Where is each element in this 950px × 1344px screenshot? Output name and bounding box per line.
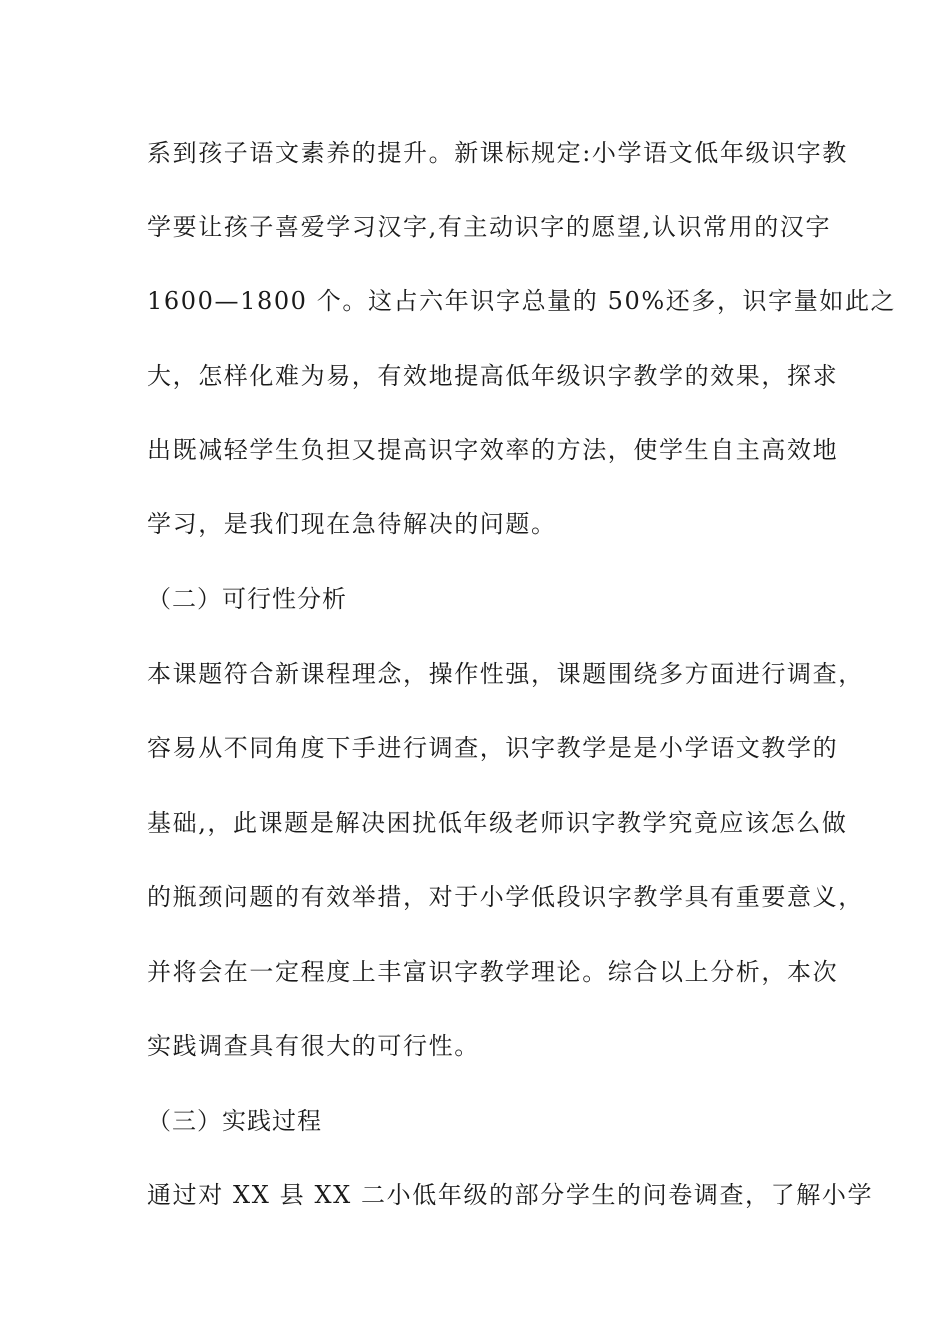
paragraph-line: 本课题符合新课程理念，操作性强，课题围绕多方面进行调查， — [147, 660, 864, 688]
section-heading-practice: （三）实践过程 — [147, 1107, 322, 1135]
paragraph-line: 的瓶颈问题的有效举措，对于小学低段识字教学具有重要意义， — [147, 883, 864, 911]
paragraph-line: 容易从不同角度下手进行调查，识字教学是是小学语文教学的 — [147, 734, 839, 762]
paragraph-line: 1600—1800 个。这占六年识字总量的 50%还多，识字量如此之 — [147, 287, 897, 315]
paragraph-line: 实践调查具有很大的可行性。 — [147, 1032, 480, 1060]
paragraph-line: 学习，是我们现在急待解决的问题。 — [147, 510, 557, 538]
paragraph-line: 通过对 XX 县 XX 二小低年级的部分学生的问卷调查，了解小学 — [147, 1181, 874, 1209]
paragraph-line: 系到孩子语文素养的提升。新课标规定:小学语文低年级识字教 — [147, 139, 848, 167]
section-heading-feasibility: （二）可行性分析 — [147, 585, 347, 613]
paragraph-line: 基础,，此课题是解决困扰低年级老师识字教学究竟应该怎么做 — [147, 809, 848, 837]
paragraph-line: 大，怎样化难为易，有效地提高低年级识字教学的效果，探求 — [147, 362, 839, 390]
paragraph-line: 学要让孩子喜爱学习汉字,有主动识字的愿望,认识常用的汉字 — [147, 213, 832, 241]
paragraph-line: 并将会在一定程度上丰富识字教学理论。综合以上分析，本次 — [147, 958, 839, 986]
paragraph-line: 出既减轻学生负担又提高识字效率的方法，使学生自主高效地 — [147, 436, 839, 464]
